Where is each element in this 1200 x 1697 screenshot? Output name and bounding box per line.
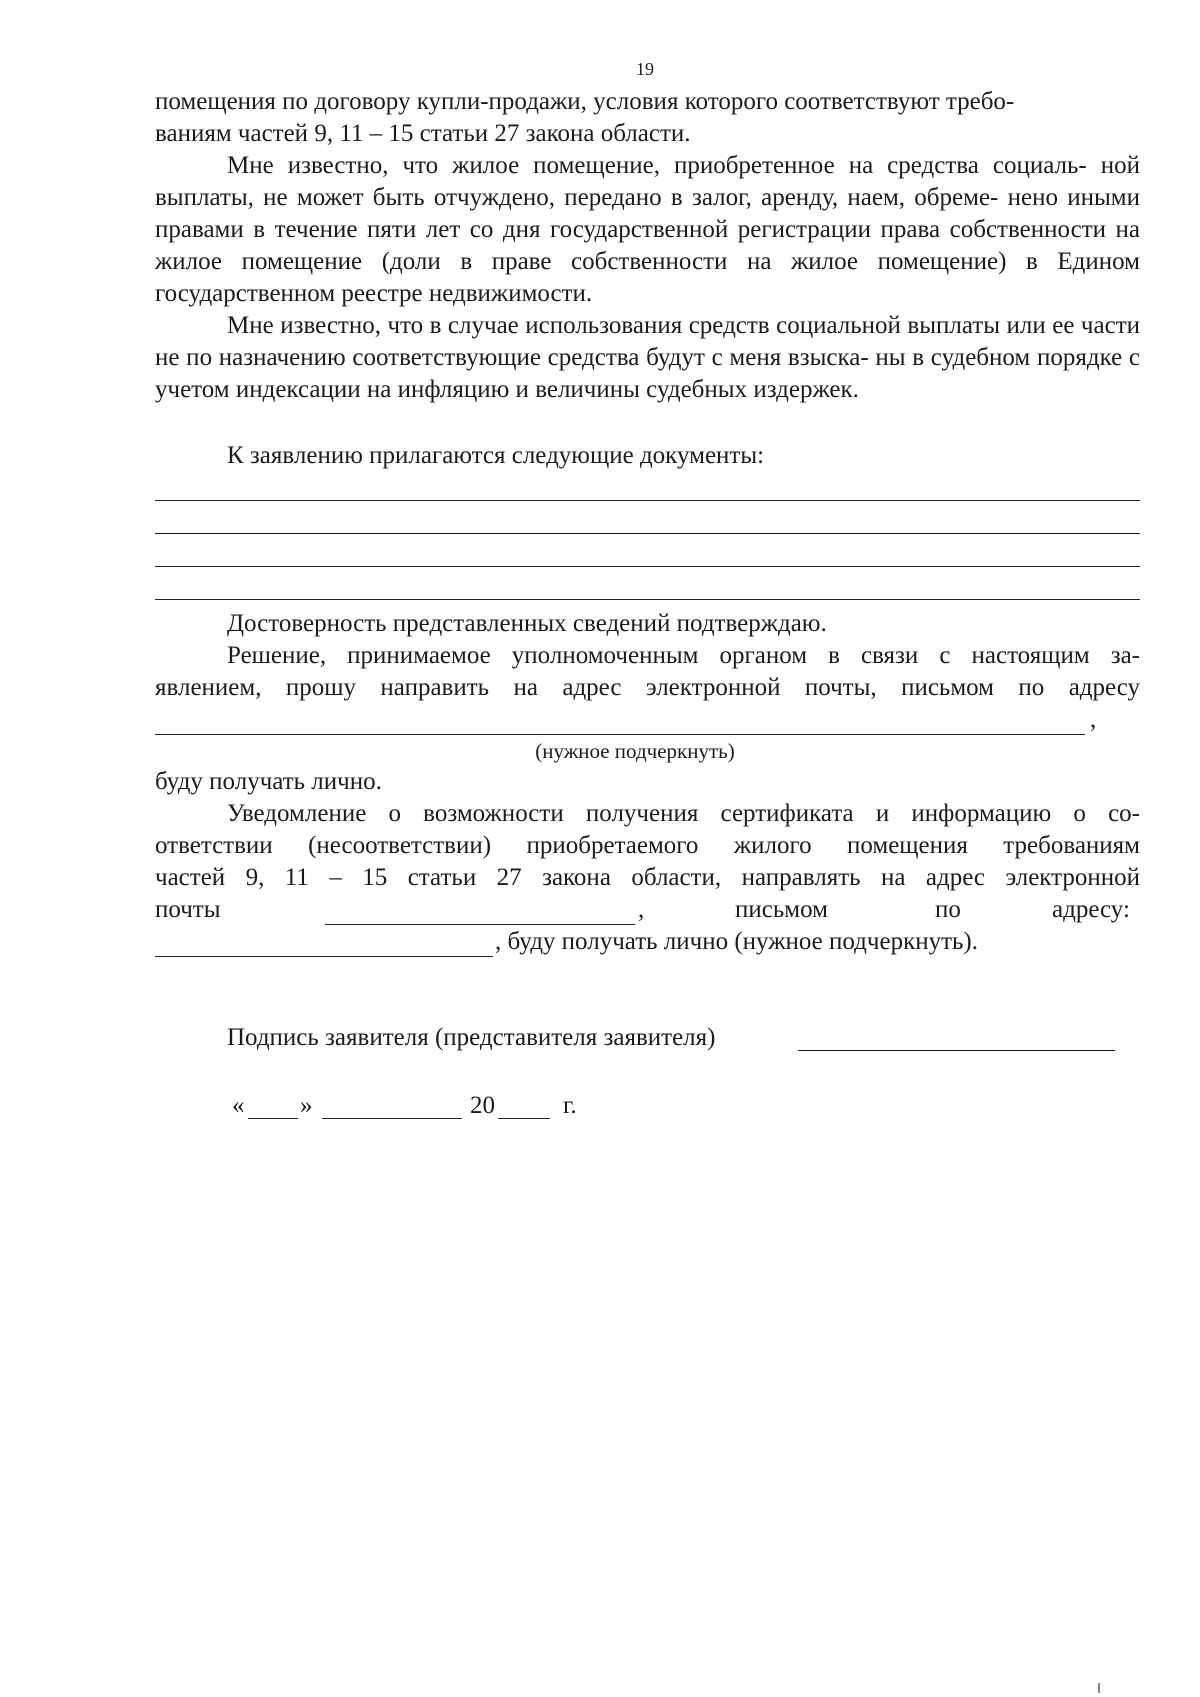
notice-line2: ответствии (несоответствии) приобретаемого жилого помещения требованиям	[155, 832, 1140, 859]
decision-line2: явлением, прошу направить на адрес электронной почты, письмом по адресу	[155, 674, 1140, 701]
documents-blank-line[interactable]	[155, 500, 1140, 501]
notice-po: по	[935, 896, 961, 923]
notice-pismom: письмом	[735, 896, 828, 923]
underline-hint: (нужное подчеркнуть)	[535, 739, 735, 763]
para2	[155, 150, 1140, 310]
notice-line1: Уведомление о возможности получения сертификата и информацию о со-	[227, 800, 1140, 827]
notice-comma: ,	[638, 896, 645, 923]
address-blank-line[interactable]	[155, 734, 1085, 735]
signature-blank-line[interactable]	[798, 1050, 1115, 1051]
personally-text: буду получать лично.	[155, 768, 382, 795]
scan-mark	[1098, 1683, 1100, 1693]
para3-text: Мне известно, что в случае использования средств социальной выплаты или ее части не по назначению соответствующие средства будут с меня взыска- ны в судебном порядке с учетом индексации на инфляцию и величины судебных издержек.	[155, 312, 1140, 403]
notice-line3: частей 9, 11 – 15 статьи 27 закона области, направлять на адрес электронной	[155, 864, 1140, 891]
decision-line1: Решение, принимаемое уполномоченным органом в связи с настоящим за-	[227, 642, 1140, 669]
para2-text: Мне известно, что жилое помещение, приобретенное на средства социаль- ной выплаты, не может быть отчуждено, передано в залог, аренду, наем, обреме- нено иными правами в течение пяти лет со дня государственной регистрации права собственности на жилое помещение (доли в праве собственности на жилое помещение) в Едином государственном реестре недвижимости.	[155, 152, 1140, 307]
notice-tail: , буду получать лично (нужное подчеркнуть).	[495, 928, 978, 955]
documents-blank-line[interactable]	[155, 566, 1140, 567]
confirmation-text: Достоверность представленных сведений подтверждаю.	[227, 610, 827, 637]
address-comma: ,	[1090, 706, 1097, 733]
date-month-blank[interactable]	[322, 1118, 462, 1119]
documents-intro: К заявлению прилагаются следующие документы:	[227, 442, 765, 469]
date-day-blank[interactable]	[248, 1118, 298, 1119]
email-blank-line[interactable]	[325, 924, 635, 925]
documents-blank-line[interactable]	[155, 533, 1140, 534]
date-year-prefix: 20	[470, 1092, 495, 1119]
date-close-quote: »	[300, 1092, 313, 1119]
signature-label: Подпись заявителя (представителя заявителя)	[227, 1024, 716, 1051]
documents-blank-line[interactable]	[155, 599, 1140, 600]
date-open-quote: «	[232, 1092, 245, 1119]
page-number: 19	[636, 59, 654, 79]
para1-line2: ваниям частей 9, 11 – 15 статьи 27 закона области.	[155, 120, 691, 147]
postal-address-blank-line[interactable]	[155, 956, 493, 957]
para3	[155, 310, 1140, 406]
para1-line1: помещения по договору купли-продажи, условия которого соответствуют требо-	[155, 88, 1015, 115]
notice-pochty: почты	[155, 896, 221, 923]
date-year-blank[interactable]	[498, 1118, 550, 1119]
notice-adresu: адресу:	[1052, 896, 1130, 923]
date-year-suffix: г.	[563, 1092, 577, 1119]
